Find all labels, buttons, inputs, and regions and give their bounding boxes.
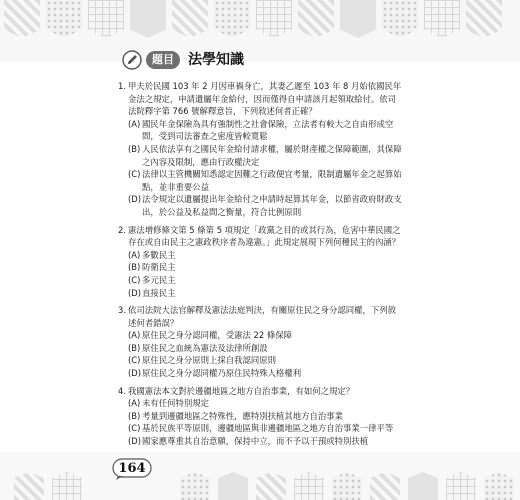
pennant-decoration xyxy=(180,472,210,500)
pennant-decoration xyxy=(446,472,476,500)
section-title: 法學知識 xyxy=(188,52,244,68)
option-d xyxy=(128,367,402,380)
option-key: (A) xyxy=(128,249,141,260)
option-d xyxy=(128,287,402,300)
page-number: 164 xyxy=(118,461,146,476)
pennant-decoration xyxy=(218,472,248,500)
pennant-decoration xyxy=(382,0,418,38)
option-text: 防衛民主 xyxy=(142,262,176,273)
option-key: (A) xyxy=(128,118,141,129)
option-key: (D) xyxy=(128,436,141,447)
pennant-decoration xyxy=(52,472,82,500)
option-d xyxy=(128,193,402,218)
option-b xyxy=(128,143,402,168)
option-c xyxy=(128,274,402,287)
question-stem xyxy=(118,224,402,249)
pennant-decoration xyxy=(408,472,438,500)
pennant-decoration xyxy=(46,0,82,38)
pennant-decoration xyxy=(4,0,40,38)
option-text: 多數民主 xyxy=(142,249,176,260)
option-list xyxy=(118,118,402,219)
question-list xyxy=(118,80,402,453)
question-text: 依司法院大法官解釋及憲法法庭判決，有關原住民之身分認同權，下列敘述何者錯誤？ xyxy=(128,305,396,328)
option-text: 考量到邊疆地區之特殊性，應特別扶植其地方自治事業 xyxy=(142,410,343,421)
section-badge: 題目 xyxy=(146,51,180,69)
question-2 xyxy=(118,224,402,300)
option-key: (C) xyxy=(128,274,141,285)
option-key: (D) xyxy=(128,287,141,298)
option-key: (C) xyxy=(128,355,141,366)
option-key: (D) xyxy=(128,368,141,379)
option-text: 人民依法享有之國民年金給付請求權，屬於財產權之保障範圍，其保障之內容及限制，應由行政權決定 xyxy=(142,143,402,167)
option-text: 國民年金保險為具有強制性之社會保險，立法者有較大之自由形成空間，受到司法審查之密度皆較寬鬆 xyxy=(142,118,394,142)
option-key: (B) xyxy=(128,410,141,421)
option-c xyxy=(128,422,402,435)
option-text: 直接民主 xyxy=(142,287,176,298)
option-c xyxy=(128,354,402,367)
option-text: 未有任何特別規定 xyxy=(142,398,209,409)
option-text: 原住民之身分原則上採自我認同原則 xyxy=(142,355,276,366)
pennant-decoration xyxy=(256,472,286,500)
option-text: 法令規定以遺屬提出年金給付之申請時起算其年金，以節省政府財政支出，於公益及私益間之衡量，符合比例原則 xyxy=(142,194,402,217)
option-a xyxy=(128,397,402,410)
option-text: 原住民之血統為憲法及法律所創設 xyxy=(142,342,268,353)
question-stem xyxy=(118,304,402,329)
option-key: (B) xyxy=(128,262,141,273)
question-3 xyxy=(118,304,402,380)
question-1 xyxy=(118,80,402,219)
pennant-decoration xyxy=(332,472,362,500)
pennant-decoration xyxy=(370,472,400,500)
question-4 xyxy=(118,385,402,448)
question-text: 我國憲法本文對於邊疆地區之地方自治事業，有如何之規定？ xyxy=(128,385,355,396)
option-key: (D) xyxy=(128,194,141,205)
option-b xyxy=(128,410,402,423)
option-a xyxy=(128,118,402,143)
question-number: 3. xyxy=(118,305,126,316)
option-c xyxy=(128,168,402,193)
pennant-decoration xyxy=(466,0,502,38)
option-list xyxy=(118,249,402,299)
pennant-decoration xyxy=(424,0,460,38)
pennant-decoration xyxy=(130,0,166,38)
question-stem xyxy=(118,80,402,118)
option-key: (B) xyxy=(128,143,141,154)
pennant-decoration xyxy=(88,0,124,38)
pennant-decoration xyxy=(14,472,44,500)
pennant-decoration xyxy=(484,472,514,500)
question-text: 甲夫於民國 103 年 2 月因車禍身亡，其妻乙遲至 103 年 8 月始依國民年金法之規定，申請遺屬年金給付，因而僅得自申請該月起領取給付。依司法院釋字第 766 號解釋意旨，下列敘述何者正確？ xyxy=(128,81,402,117)
option-key: (C) xyxy=(128,423,141,434)
pennant-decoration xyxy=(172,0,208,38)
option-text: 法律以主管機關知悉認定因難之行政便宜考量，限制遺屬年金之起算始點，並非重要公益 xyxy=(142,169,402,192)
option-list xyxy=(118,329,402,379)
option-text: 國家應尊重其自治意願，保持中立，而不予以干預或特別扶植 xyxy=(142,436,369,447)
question-number: 4. xyxy=(118,385,126,396)
option-list xyxy=(118,397,402,447)
pennant-decoration xyxy=(298,0,334,38)
option-b xyxy=(128,261,402,274)
question-text: 憲法增修條文第 5 條第 5 項規定「政黨之目的或其行為，危害中華民國之存在或自由民主之憲政秩序者為違憲。」此規定展現下列何種民主的內涵？ xyxy=(128,224,401,248)
option-key: (A) xyxy=(128,398,141,409)
pennant-decoration xyxy=(256,0,292,38)
question-number: 2. xyxy=(118,224,126,235)
option-a xyxy=(128,329,402,342)
option-a xyxy=(128,249,402,262)
section-header xyxy=(122,45,422,75)
question-stem xyxy=(118,385,402,398)
pennant-decoration xyxy=(294,472,324,500)
option-key: (C) xyxy=(128,169,141,180)
option-d xyxy=(128,435,402,448)
option-text: 多元民主 xyxy=(142,274,176,285)
option-key: (A) xyxy=(128,330,141,341)
pencil-icon xyxy=(122,50,142,70)
pennant-decoration xyxy=(340,0,376,38)
decorative-footer xyxy=(0,452,520,500)
page-number-badge xyxy=(112,458,152,480)
option-text: 原住民之身分認同權，受憲法 22 條保障 xyxy=(142,330,292,341)
option-text: 原住民之身分認同權乃原住民特殊人格權利 xyxy=(142,368,302,379)
option-b xyxy=(128,342,402,355)
question-number: 1. xyxy=(118,81,126,91)
pennant-decoration xyxy=(214,0,250,38)
option-text: 基於民族平等原則，邊疆地區與非邊疆地區之地方自治事業一律平等 xyxy=(142,423,394,434)
option-key: (B) xyxy=(128,342,141,353)
